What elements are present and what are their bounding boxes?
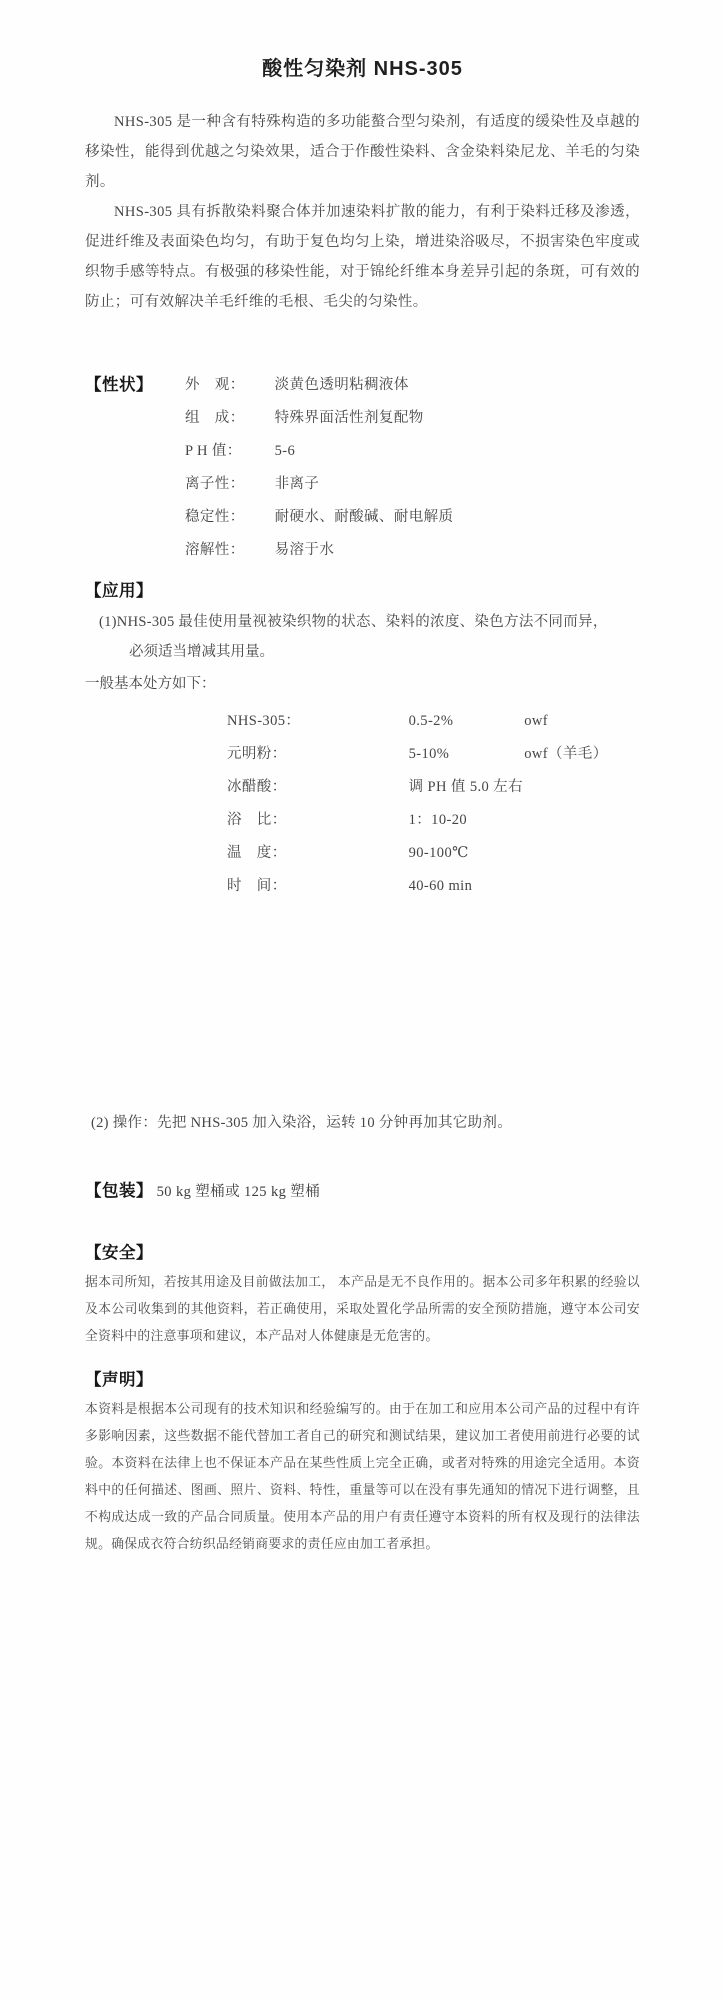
properties-heading: 【性状】 (85, 376, 153, 394)
recipe-row-liquor-ratio (227, 804, 640, 837)
recipe-value: 90-100℃ (408, 845, 469, 861)
packaging-section (85, 1176, 640, 1207)
recipe-unit: owf (524, 713, 549, 729)
recipe-row-acetic-acid (227, 771, 640, 804)
recipe-label: 温 度： (227, 845, 287, 861)
property-value: 易溶于水 (274, 542, 335, 558)
recipe-row-glauber-salt (227, 738, 640, 771)
properties-section (85, 369, 640, 567)
application-heading: 【应用】 (85, 582, 153, 600)
recipe-unit: owf（羊毛） (524, 746, 608, 762)
recipe-label: 浴 比： (227, 812, 287, 828)
property-value: 特殊界面活性剂复配物 (274, 410, 424, 426)
packaging-text: 50 kg 塑桶或 125 kg 塑桶 (156, 1184, 321, 1200)
recipe-value: 40-60 min (408, 878, 473, 894)
recipe-intro: 一般基本处方如下： (85, 676, 216, 692)
recipe-row-nhs305 (227, 705, 640, 738)
property-label: 溶解性： (185, 542, 245, 558)
property-label: 组 成： (185, 410, 245, 426)
page-title: 酸性匀染剂 NHS-305 (262, 58, 463, 80)
declaration-section (85, 1366, 640, 1558)
property-value: 淡黄色透明粘稠液体 (274, 377, 409, 393)
declaration-text: 本资料是根据本公司现有的技术知识和经验编写的。由于在加工和应用本公司产品的过程中有许多影响因素，这些数据不能代替加工者自己的研究和测试结果，建议加工者使用前进行必要的试验。本资料在法律上也不保证本产品在某些性质上完全正确，或者对特殊的用途完全适用。本资料中的任何描述、图画、照片、资料、特性，重量等可以在没有事先通知的情况下进行调整，且不构成达成一致的产品合同质量。使用本产品的用户有责任遵守本资料的所有权及现行的法律法规。确保成衣符合纺织品经销商要求的责任应由加工者承担。 (85, 1402, 640, 1551)
property-label: 稳定性： (185, 509, 245, 525)
recipe-label: 冰醋酸： (227, 779, 287, 795)
recipe-value: 0.5-2% (408, 713, 454, 729)
intro-paragraph-2: NHS-305 具有拆散染料聚合体并加速染料扩散的能力，有利于染料迁移及渗透，促进纤维及表面染色均匀，有助于复色均匀上染，增进染浴吸尽，不损害染色牢度或织物手感等特点。有极强的移染性能，对于锦纶纤维本身差异引起的条斑，可有效的防止；可有效解决羊毛纤维的毛根、毛尖的匀染性。 (85, 204, 640, 310)
property-row-solubility (185, 534, 640, 567)
property-row-composition (185, 402, 640, 435)
property-label: P H 值： (185, 443, 242, 459)
recipe-table (227, 705, 640, 903)
application-note1-line1: (1)NHS-305 最佳使用量视被染织物的状态、染料的浓度、染色方法不同而异， (99, 614, 608, 630)
property-value: 耐硬水、耐酸碱、耐电解质 (274, 509, 454, 525)
property-label: 外 观： (185, 377, 245, 393)
safety-section (85, 1239, 640, 1350)
recipe-row-time (227, 870, 640, 903)
property-value: 5-6 (274, 443, 296, 459)
safety-text: 据本司所知，若按其用途及目前做法加工， 本产品是无不良作用的。据本公司多年积累的经验以及本公司收集到的其他资料，若正确使用，采取处置化学品所需的安全预防措施，遵守本公司安全资料中的注意事项和建议，本产品对人体健康是无危害的。 (85, 1275, 640, 1343)
application-note2: (2) 操作：先把 NHS-305 加入染浴，运转 10 分钟再加其它助剂。 (91, 1115, 513, 1131)
recipe-value: 5-10% (408, 746, 450, 762)
declaration-heading: 【声明】 (85, 1371, 153, 1389)
property-row-ionicity (185, 468, 640, 501)
recipe-row-temperature (227, 837, 640, 870)
intro-paragraph-1: NHS-305 是一种含有特殊构造的多功能螯合型匀染剂，有适度的缓染性及卓越的移染性，能得到优越之匀染效果，适合于作酸性染料、含金染料染尼龙、羊毛的匀染剂。 (85, 114, 640, 190)
property-label: 离子性： (185, 476, 245, 492)
property-row-ph (185, 435, 640, 468)
packaging-heading: 【包装】 (85, 1182, 153, 1200)
recipe-label: 时 间： (227, 878, 287, 894)
recipe-value: 1：10-20 (408, 812, 468, 828)
safety-heading: 【安全】 (85, 1244, 153, 1262)
property-value: 非离子 (274, 476, 320, 492)
recipe-label: 元明粉： (227, 746, 287, 762)
recipe-label: NHS-305： (227, 713, 301, 729)
properties-list (185, 369, 640, 567)
property-row-appearance (185, 369, 640, 402)
blank-curve-area (85, 903, 640, 1108)
application-note1-line2: 必须适当增减其用量。 (129, 644, 274, 660)
recipe-value: 调 PH 值 5.0 左右 (408, 779, 523, 795)
property-row-stability (185, 501, 640, 534)
